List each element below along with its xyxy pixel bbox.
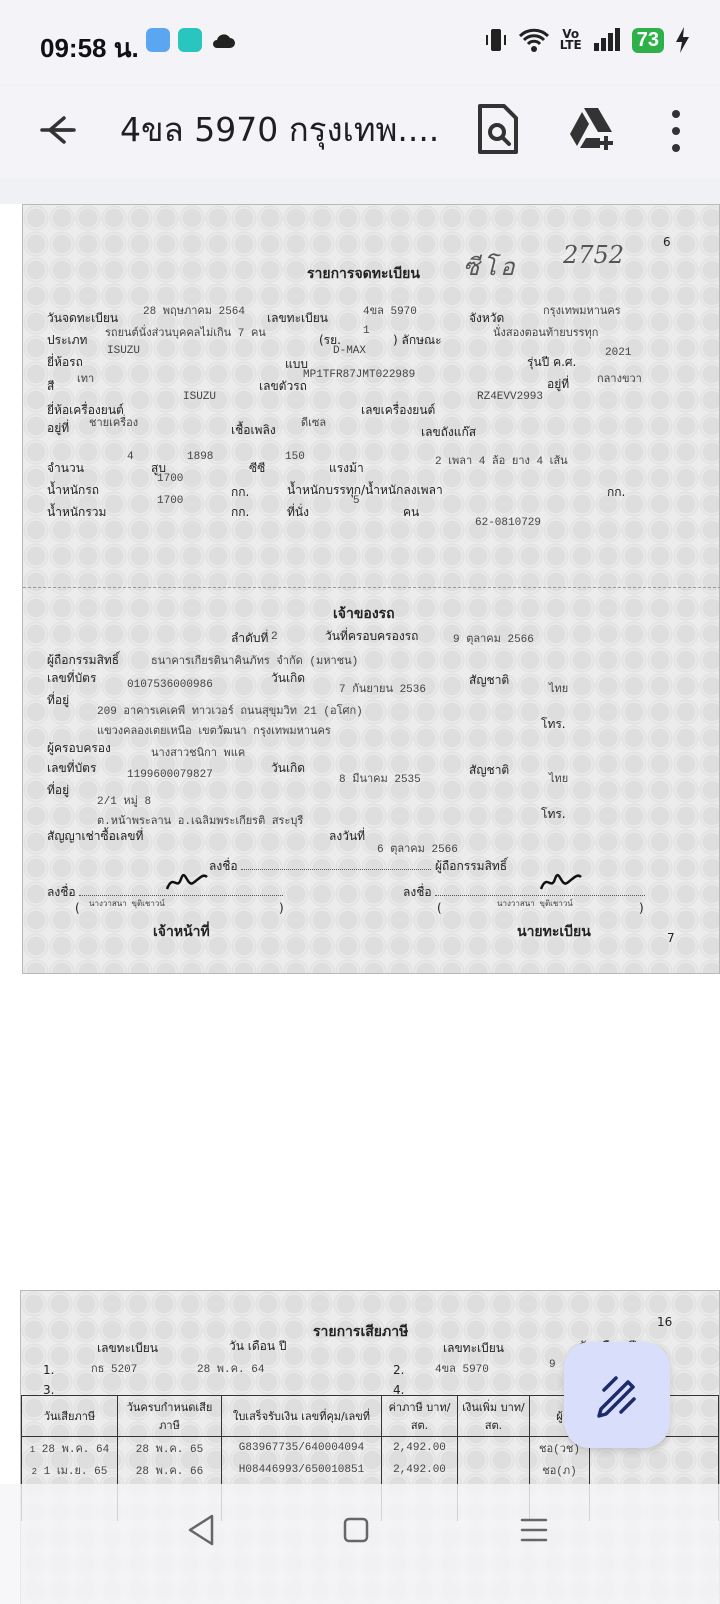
tax-entry-2-no: 2. [393,1363,405,1377]
officer-signature [165,869,209,893]
holder-address-line2: แขวงคลองเตยเหนือ เขตวัฒนา กรุงเทพมหานคร [97,726,331,738]
type-value: รถยนต์นั่งส่วนบุคคลไม่เกิน 7 คน [105,328,266,340]
brand-label: ยี่ห้อรถ [47,355,83,369]
registrar-paren-right: ) [639,901,644,915]
year-value: 2021 [605,347,632,359]
holder-nation-label: สัญชาติ [469,673,510,687]
document-title: 4ขล 5970 กรุงเทพ.... [120,110,440,149]
reg-date-label: วันจดทะเบียน [47,311,119,325]
reg-no-value: 4ขล 5970 [363,306,417,318]
contract-date-value: 6 ตุลาคม 2566 [377,844,458,856]
reg-date-value: 28 พฤษภาคม 2564 [143,306,246,318]
holder-birth-label: วันเกิด [271,671,306,685]
engine-no-value: RZ4EVV2993 [477,391,544,403]
ry-value: 1 [363,325,370,337]
more-vert-icon[interactable] [658,104,694,158]
cc-label: ซีซี [249,461,266,475]
tax-date-label-1: วัน เดือน ปี [229,1339,287,1353]
holder-address-label: ที่อยู่ [47,693,70,707]
tax-cell: G83967735/640004094 [222,1437,382,1460]
person-label: คน [403,505,420,519]
tax-entry-1-date: 28 พ.ค. 64 [197,1364,265,1376]
document-search-icon[interactable] [472,102,522,158]
load-kg-label: กก. [607,485,626,499]
officer-stamp-name: นางวาสนา ขุติเชาวน์ [89,900,165,909]
handwritten-note: ซีโอ [463,253,519,281]
holder-address-line1: 209 อาคารเคเคพี ทาวเวอร์ ถนนสุขุมวิท 21 (อโศก) [97,706,363,718]
load-label: น้ำหนักบรรทุก/น้ำหนักลงเพลา [287,483,443,497]
tax-col-header: ผู้ [530,1396,590,1437]
possessor-card-value: 1199600079827 [127,769,213,781]
signal-icon [592,27,622,53]
tax-col-header: ใบเสร็จรับเงิน เลขที่คุม/เลขที่ [222,1396,382,1437]
possessor-address-line2: ต.หน้าพระลาน อ.เฉลิมพระเกียรติ สระบุรี [97,816,304,828]
nav-home-icon[interactable] [326,1508,386,1552]
arrow-back-icon[interactable] [34,106,82,154]
tax-col-header: วันเสียภาษี [22,1396,118,1437]
status-bar [0,0,720,86]
page-number-bottom: 7 [667,931,675,945]
engine-brand-value: ISUZU [183,391,217,403]
color-value: เทา [77,374,95,386]
tax-col-header: วันครบกำหนดเสียภาษี [118,1396,222,1437]
tax-cell: 2,492.00 [382,1459,458,1481]
model-value: D-MAX [333,345,367,357]
weight-value: 1700 [157,473,184,485]
sign-line-center [241,869,431,870]
handwritten-number: 2752 [563,241,625,269]
tax-pay-date: 28 พ.ค. 64 [41,1444,110,1456]
engine-no-label: เลขเครื่องยนต์ [361,403,436,417]
weight-kg-label: กก. [231,485,250,499]
vibrate-icon [484,27,508,53]
system-nav-bar [0,1484,720,1604]
wifi-icon [518,27,550,53]
delivery-app-icon [178,28,202,52]
tax-col-header: เงินเพิ่ม บาท/สต. [458,1396,530,1437]
registration-heading: รายการจดทะเบียน [307,266,420,282]
tax-table-row [22,1459,719,1481]
brand-value: ISUZU [107,345,141,357]
holder-phone-label: โทร. [541,717,566,731]
seats-value: 5 [353,495,360,507]
tax-entry-1-plate: กธ 5207 [91,1364,138,1376]
style-value: นั่งสองตอนท้ายบรรทุก [493,328,599,340]
owner-heading: เจ้าของรถ [333,606,395,622]
sign-label-left: ลงชื่อ [47,885,76,899]
nav-recents-icon[interactable] [504,1508,564,1552]
tax-cell: 2,492.00 [382,1437,458,1460]
tax-page-number: 16 [657,1315,673,1329]
sign-holder-label: ผู้ถือกรรมสิทธิ์ [435,859,508,873]
cc-value: 1898 [187,451,214,463]
sign-label-right: ลงชื่อ [403,885,432,899]
document-page-1 [0,204,720,1288]
hp-label: แรงม้า [329,461,364,475]
nav-back-icon[interactable] [172,1508,232,1552]
possessor-phone-label: โทร. [541,807,566,821]
style-label: ) ลักษณะ [393,333,442,347]
battery-indicator: 73 [632,28,664,53]
model-label: แบบ [285,357,308,371]
contract-date-label: ลงวันที่ [329,829,366,843]
volte-indicator: Vo LTE [559,27,582,52]
registrar-title: นายทะเบียน [517,924,591,940]
possessor-nation-label: สัญชาติ [469,763,510,777]
tax-row-index: 2 [31,1467,38,1477]
tax-cell: 28 พ.ค. 65 [118,1437,222,1460]
province-value: กรุงเทพมหานคร [543,306,621,318]
reg-no-label: เลขทะเบียน [267,311,328,325]
app-bar [0,86,720,178]
contract-label: สัญญาเช่าซื้อเลขที่ [47,829,144,843]
officer-paren-right: ) [279,901,284,915]
possess-date-label: วันที่ครอบครองรถ [325,629,419,643]
seats-label: ที่นั่ง [287,505,309,519]
tax-row-index: 1 [29,1445,36,1455]
possessor-value: นางสาวชนิกา พแค [151,748,246,760]
tax-cell [22,1459,118,1481]
weight-label: น้ำหนักรถ [47,483,100,497]
doc-code-value: 62-0810729 [475,517,542,529]
gas-tank-label: เลขถังแก๊ส [421,425,477,439]
engine-loc-value: ชายเครื่อง [89,418,139,430]
chassis-value: MP1TFR87JMT022989 [303,369,416,381]
tax-reg-no-label-2: เลขทะเบียน [443,1341,504,1355]
tax-cell: ชอ(ภ) [530,1459,590,1481]
tax-entry-3-no: 3. [43,1383,55,1397]
tax-entry-2-plate: 4ขล 5970 [435,1364,489,1376]
status-time: 09:58 น. [40,33,139,63]
engine-brand-label: ยี่ห้อเครื่องยนต์ [47,403,124,417]
cylinder-label: สูบ [151,461,166,475]
type-label: ประเภท [47,333,88,347]
total-weight-label: น้ำหนักรวม [47,505,107,519]
holder-card-value: 0107536000986 [127,679,213,691]
scanned-registration-page [22,204,720,974]
tax-cell [458,1459,530,1481]
possessor-birth-value: 8 มีนาคม 2535 [339,774,421,786]
order-label: ลำดับที่ [231,631,269,645]
holder-card-label: เลขที่บัตร [47,671,97,685]
color-label: สี [47,379,55,393]
chassis-loc-value: กลางขวา [597,374,642,386]
officer-title: เจ้าหน้าที่ [153,924,210,940]
holder-label: ผู้ถือกรรมสิทธิ์ [47,653,120,667]
tax-cell [458,1437,530,1460]
officer-paren-left: ( [75,901,80,915]
possessor-address-line1: 2/1 หมู่ 8 [97,796,152,808]
tax-heading: รายการเสียภาษี [313,1324,409,1340]
add-to-drive-icon[interactable] [566,104,618,156]
count-label: จำนวน [47,461,84,475]
edit-fab-button[interactable] [564,1342,670,1448]
axles-value: 2 เพลา 4 ล้อ ยาง 4 เส้น [435,456,568,468]
year-label: รุ่นปี ค.ศ. [527,355,577,369]
cloud-icon [210,30,236,50]
tax-col-header: ค่าภาษี บาท/สต. [382,1396,458,1437]
total-weight-kg-label: กก. [231,505,250,519]
tax-cell [22,1437,118,1460]
registrar-signature [539,869,583,893]
edit-pen-icon [564,1342,670,1448]
tax-cell: H08446993/650010851 [222,1459,382,1481]
possessor-address-label: ที่อยู่ [47,783,70,797]
possessor-nation-value: ไทย [549,774,569,786]
registrar-paren-left: ( [437,901,442,915]
hp-value: 150 [285,451,305,463]
cylinder-count-value: 4 [127,451,134,463]
total-weight-value: 1700 [157,495,184,507]
holder-value: ธนาคารเกียรตินาคินภัทร จำกัด (มหาชน) [151,656,359,668]
weather-app-icon [146,28,170,52]
order-value: 2 [271,631,278,643]
tax-entry-4-no: 4. [393,1383,405,1397]
chassis-loc-label: อยู่ที่ [547,377,570,391]
possess-date-value: 9 ตุลาคม 2566 [453,634,534,646]
charging-icon [674,26,690,54]
engine-loc-label: อยู่ที่ [47,421,70,435]
registrar-stamp-name: นางวาสนา ขุติเชาวน์ [497,900,573,909]
page-number: 6 [663,235,671,249]
fuel-value: ดีเซล [301,418,327,430]
possessor-card-label: เลขที่บัตร [47,761,97,775]
sign-line-left [79,895,283,896]
tax-entry-1-no: 1. [43,1363,55,1377]
tax-entry-2-date: 9 [549,1359,556,1371]
fuel-label: เชื้อเพลิง [231,423,276,437]
tax-cell: 28 พ.ค. 66 [118,1459,222,1481]
status-app-icons [146,28,236,52]
possessor-birth-label: วันเกิด [271,761,306,775]
chassis-label: เลขตัวรถ [259,379,307,393]
tax-cell [590,1459,719,1481]
holder-nation-value: ไทย [549,684,569,696]
status-indicators [484,26,690,54]
sign-label-center: ลงชื่อ [209,859,238,873]
province-label: จังหวัด [469,311,505,325]
possessor-label: ผู้ครอบครอง [47,741,111,755]
tax-pay-date: 1 เม.ย. 65 [43,1466,108,1478]
tax-reg-no-label-1: เลขทะเบียน [97,1341,158,1355]
tax-cell: ชอ(วช) [530,1437,590,1460]
ry-label: (รย. [319,333,341,347]
sign-line-right [435,895,645,896]
holder-birth-value: 7 กันยายน 2536 [339,684,426,696]
page-fold-line [23,587,720,588]
